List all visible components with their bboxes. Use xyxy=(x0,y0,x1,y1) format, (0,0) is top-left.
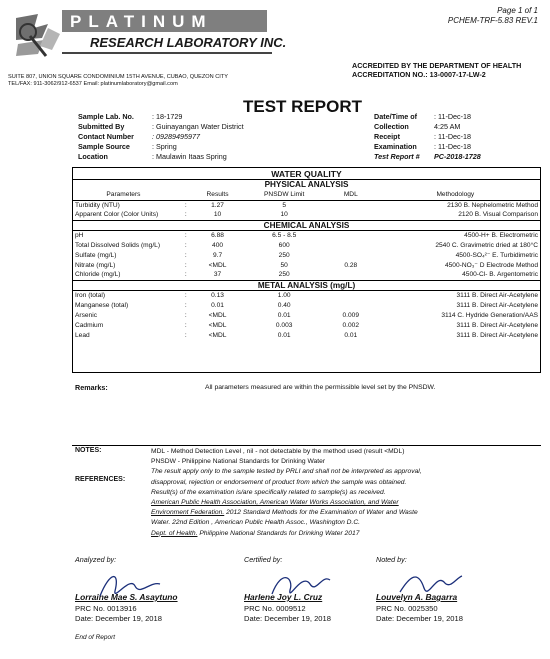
value-sample-lab-no: : 18-1729 xyxy=(152,112,183,121)
notes-label: NOTES: xyxy=(75,447,102,454)
sep-cell: : xyxy=(184,261,187,269)
col-pnsdw-limit: PNSDW Limit xyxy=(264,191,305,199)
param-cell: Manganese (total) xyxy=(75,301,129,309)
brand-rule xyxy=(62,52,272,54)
signature-role: Noted by: xyxy=(376,555,407,564)
mdl-cell xyxy=(331,230,371,240)
param-cell: Turbidity (NTU) xyxy=(75,201,120,209)
method-cell: 4500-Cl- B. Argentometric xyxy=(462,271,538,279)
results-table xyxy=(73,190,540,340)
label-receipt: Receipt xyxy=(374,132,400,141)
table-row xyxy=(73,310,540,320)
limit-cell: 0.003 xyxy=(275,321,293,329)
signature-date: Date: December 19, 2018 xyxy=(244,614,331,623)
chemical-analysis-title: CHEMICAL ANALYSIS xyxy=(73,220,540,230)
signature-date: Date: December 19, 2018 xyxy=(75,614,162,623)
form-code: PCHEM-TRF-5.83 REV.1 xyxy=(447,16,538,25)
metal-analysis-title: METAL ANALYSIS (mg/L) xyxy=(73,280,540,290)
limit-cell: 5 xyxy=(282,201,287,209)
contact-line: TEL/FAX: 911-3062/912-6537 Email: platinumlaboratory@gmail.com xyxy=(8,81,178,87)
note-mdl: MDL - Method Detection Level , nil - not detectable by the method used (result <MDL) xyxy=(151,448,405,455)
remarks-label: Remarks: xyxy=(75,383,108,392)
value-receipt: : 11-Dec-18 xyxy=(434,132,472,141)
handwritten-signature-icon xyxy=(95,566,165,606)
note-disclaimer-2: disapproval, rejection or endorsement of product from which the sample was obtained. xyxy=(151,478,407,486)
method-cell: 3111 B. Direct Air-Acetylene xyxy=(456,321,538,329)
param-cell: pH xyxy=(75,231,84,239)
handwritten-signature-icon xyxy=(264,566,334,606)
notes-text xyxy=(151,447,422,498)
address-line: SUITE 807, UNION SQUARE CONDOMINIUM 15TH AVENUE, CUBAO, QUEZON CITY xyxy=(8,74,228,80)
sep-cell: : xyxy=(184,291,187,299)
page-number: Page 1 of 1 xyxy=(497,6,538,15)
label-datetime-of: Date/Time of xyxy=(374,112,418,121)
prc-number: PRC No. 0025350 xyxy=(376,604,438,613)
label-sample-source: Sample Source xyxy=(78,142,130,151)
sep-cell: : xyxy=(184,311,187,319)
metal-analysis-row xyxy=(73,280,540,290)
col-results: Results xyxy=(206,191,229,199)
value-location: : Maulawin Itaas Spring xyxy=(152,152,227,161)
signature-date: Date: December 19, 2018 xyxy=(376,614,463,623)
label-examination: Examination xyxy=(374,142,417,151)
sample-info xyxy=(78,112,292,161)
param-cell: Chloride (mg/L) xyxy=(75,271,121,279)
label-location: Location xyxy=(78,152,108,161)
brand-name: PLATINUM xyxy=(70,12,213,31)
limit-cell: 1.00 xyxy=(277,291,291,299)
limit-cell: 250 xyxy=(278,271,290,279)
col-methodology: Methodology xyxy=(436,191,475,199)
signature-role: Analyzed by: xyxy=(75,555,117,564)
note-pnsdw: PNSDW - Philippine National Standards for Drinking Water xyxy=(151,458,326,466)
signatory-name: Louvelyn A. Bagarra xyxy=(376,592,458,602)
table-row xyxy=(73,250,540,260)
result-cell: 0.13 xyxy=(211,291,224,299)
table-row xyxy=(73,210,540,220)
label-contact-number: Contact Number xyxy=(78,132,134,141)
mdl-cell: 0.28 xyxy=(344,261,358,269)
label-collection: Collection xyxy=(374,122,409,131)
signatory-name: Lorraine Mae S. Asaytuno xyxy=(75,592,178,602)
col-parameters: Parameters xyxy=(106,191,141,199)
sep-cell: : xyxy=(184,241,187,249)
note-disclaimer-3: Result(s) of the examination is/are specifically related to sample(s) as received. xyxy=(151,488,386,496)
mdl-cell: 0.002 xyxy=(342,321,360,329)
method-cell: 4500-H+ B. Electrometric xyxy=(464,231,538,239)
mdl-cell: 0.01 xyxy=(344,331,358,339)
mdl-cell xyxy=(331,290,371,300)
result-cell: <MDL xyxy=(208,331,227,339)
notes-top-rule xyxy=(72,445,541,446)
result-cell: <MDL xyxy=(208,261,227,269)
method-cell: 2120 B. Visual Comparison xyxy=(458,211,538,219)
column-header-row xyxy=(73,190,540,200)
sep-cell: : xyxy=(184,301,187,309)
label-test-report-no: Test Report # xyxy=(374,152,420,161)
method-cell: 3111 B. Direct Air-Acetylene xyxy=(456,301,538,309)
limit-cell: 50 xyxy=(280,261,288,269)
param-cell: Cadmium xyxy=(75,321,104,329)
sep-cell: : xyxy=(184,251,187,259)
limit-cell: 6.5 - 8.5 xyxy=(272,231,297,239)
prc-number: PRC No. 0009512 xyxy=(244,604,306,613)
sep-cell: : xyxy=(184,321,187,329)
prc-number: PRC No. 0013916 xyxy=(75,604,137,613)
accreditation-number: ACCREDITATION NO.: 13-0007-17-LW-2 xyxy=(352,70,486,79)
param-cell: Arsenic xyxy=(75,311,97,319)
label-sample-lab-no: Sample Lab. No. xyxy=(78,112,134,121)
table-row xyxy=(73,290,540,300)
reference-1-line1: American Public Health Association, American Water Works Association, and Water xyxy=(151,499,399,506)
value-contact-number: : 09289495977 xyxy=(152,132,200,141)
limit-cell: 600 xyxy=(278,241,290,249)
mdl-cell: 0.009 xyxy=(342,311,360,319)
method-cell: 3111 B. Direct Air-Acetylene xyxy=(456,331,538,339)
table-title: WATER QUALITY xyxy=(73,168,540,180)
method-cell: 2540 C. Gravimetric dried at 180°C xyxy=(435,241,538,249)
water-quality-table xyxy=(72,167,541,373)
sep-cell: : xyxy=(184,331,187,339)
signature-role: Certified by: xyxy=(244,555,283,564)
param-cell: Iron (total) xyxy=(75,291,106,299)
label-submitted-by: Submitted By xyxy=(78,122,125,131)
chemical-analysis-row xyxy=(73,220,540,230)
remarks-text: All parameters measured are within the permissible level set by the PNSDW. xyxy=(205,384,436,391)
table-row xyxy=(73,230,540,240)
limit-cell: 0.01 xyxy=(277,331,291,339)
table-row xyxy=(73,300,540,310)
report-title: TEST REPORT xyxy=(243,97,363,116)
table-row xyxy=(73,270,540,280)
value-submitted-by: : Guinayangan Water District xyxy=(152,122,244,131)
sep-cell: : xyxy=(184,211,187,219)
mdl-cell xyxy=(331,250,371,260)
table-row xyxy=(73,320,540,330)
table-row xyxy=(73,330,540,340)
mdl-cell xyxy=(331,200,371,210)
col-mdl: MDL xyxy=(343,191,358,199)
accreditation-line: ACCREDITED BY THE DEPARTMENT OF HEALTH xyxy=(352,61,522,70)
param-cell: Nitrate (mg/L) xyxy=(75,261,116,269)
result-cell: 37 xyxy=(213,271,222,279)
mdl-cell xyxy=(331,300,371,310)
end-of-report: End of Report xyxy=(75,634,116,641)
limit-cell: 0.01 xyxy=(277,311,291,319)
param-cell: Total Dissolved Solids (mg/L) xyxy=(75,241,161,249)
sep-cell: : xyxy=(184,271,187,279)
references-text xyxy=(151,498,418,539)
result-cell: 9.7 xyxy=(212,251,223,259)
limit-cell: 250 xyxy=(278,251,290,259)
physical-analysis-title: PHYSICAL ANALYSIS xyxy=(264,180,349,189)
note-disclaimer-1: The result apply only to the sample tested by PRLI and shall not be interpreted as approval, xyxy=(151,468,422,476)
handwritten-signature-icon xyxy=(396,566,466,606)
table-row xyxy=(73,260,540,270)
mdl-cell xyxy=(331,210,371,220)
brand-subtitle: RESEARCH LABORATORY INC. xyxy=(90,35,287,50)
reference-2: Dept. of Health. Philippine National Standards for Drinking Water 2017 xyxy=(151,529,360,537)
result-cell: 10 xyxy=(213,211,222,219)
result-cell: 0.01 xyxy=(211,301,224,309)
method-cell: 2130 B. Nephelometric Method xyxy=(447,201,538,209)
table-row xyxy=(73,240,540,250)
references-label: REFERENCES: xyxy=(75,476,126,483)
result-cell: <MDL xyxy=(208,311,227,319)
result-cell: 1.27 xyxy=(211,201,224,209)
result-cell: 400 xyxy=(212,241,224,249)
limit-cell: 10 xyxy=(280,211,288,219)
result-cell: <MDL xyxy=(208,321,227,329)
sep-cell: : xyxy=(184,231,187,239)
reference-1-line2: Environment Federation. 2012 Standard Methods for the Examination of Water and Waste xyxy=(151,509,418,517)
date-info xyxy=(374,112,524,161)
method-cell: 3111 B. Direct Air-Acetylene xyxy=(456,291,538,299)
limit-cell: 0.40 xyxy=(277,301,291,309)
param-cell: Sulfate (mg/L) xyxy=(75,251,117,259)
mdl-cell xyxy=(331,270,371,280)
param-cell: Lead xyxy=(75,331,90,339)
table-row xyxy=(73,200,540,210)
param-cell: Apparent Color (Color Units) xyxy=(75,211,159,219)
method-cell: 3114 C. Hydride Generation/AAS xyxy=(441,311,538,319)
signatory-name: Harlene Joy L. Cruz xyxy=(244,592,323,602)
sep-cell: : xyxy=(184,201,187,209)
value-examination: : 11-Dec-18 xyxy=(434,142,472,151)
mdl-cell xyxy=(331,240,371,250)
value-test-report-no: PC-2018-1728 xyxy=(434,152,481,161)
method-cell: 4500-SO₄²⁻ E. Turbidimetric xyxy=(455,252,538,259)
value-collection: 4:25 AM xyxy=(434,122,461,131)
method-cell: 4500-NO₃⁻ D Electrode Method xyxy=(444,262,538,269)
result-cell: 6.88 xyxy=(211,231,224,239)
value-datetime-of: : 11-Dec-18 xyxy=(434,112,472,121)
reference-1-line3: Water. 22nd Edition , American Public Health Assoc., Washington D.C. xyxy=(151,519,361,527)
value-sample-source: : Spring xyxy=(152,142,177,151)
